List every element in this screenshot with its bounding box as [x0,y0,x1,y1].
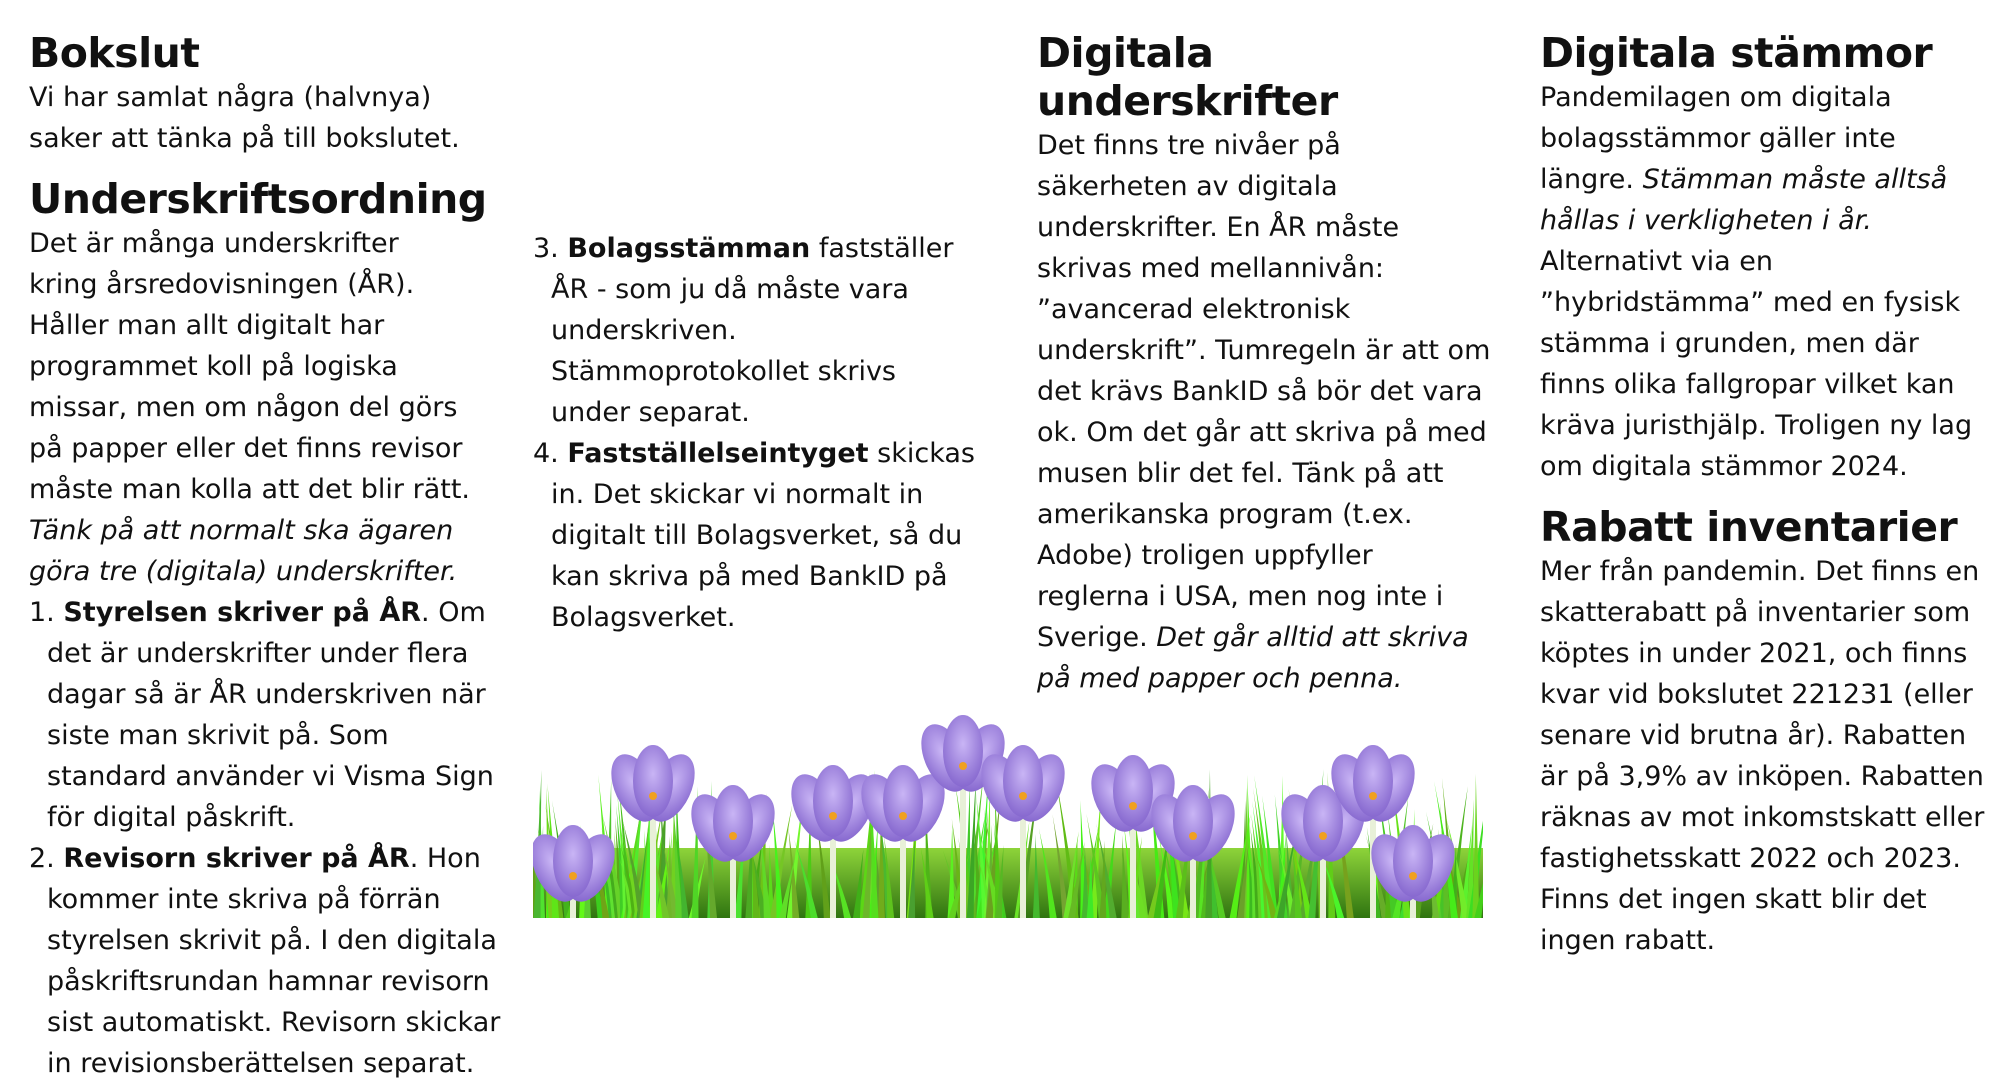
list-item-step-1: 1. Styrelsen skriver på ÅR. Om det är underskrifter under flera dagar så är ÅR underskriven när siste man skrivit på. Som standard använder vi Visma Sign för digital påskrift. [29,597,494,833]
underskrift-intro-italic: Tänk på att normalt ska ägaren göra tre (digitala) underskrifter. [29,515,458,587]
steps-list-1 [29,592,509,1084]
column-1 [29,0,509,1084]
list-item-step-3: 3. Bolagsstämman fastställer ÅR - som ju då måste vara underskriven. Stämmoprotokollet skrivs under separat. [533,233,954,428]
list-item-step-2: 2. Revisorn skriver på ÅR. Hon kommer inte skriva på förrän styrelsen skrivit på. I den digitala påskriftsrundan hamnar revisorn sist automatiskt. Revisorn skickar in revisionsberättelsen separat. [29,843,501,1079]
column-4 [1540,0,2002,961]
list-item-step-4: 4. Fastställelseintyget skickas in. Det skickar vi normalt in digitalt till Bolagsverket, så du kan skriva på med BankID på Bolagsverket. [533,438,975,633]
column-2-steps [533,228,983,638]
digitala-stammor-italic: Stämman måste alltså hållas i verkligheten i år. [1540,164,1948,236]
digitala-stammor-text: Pandemilagen om digitala bolagsstämmor gäller inte längre. Stämman måste alltså hållas i verkligheten i år. Alternativt via en ”hybridstämma” med en fysisk stämma i grunden, men där finns olika fallgropar vilket kan kräva juristhjälp. Troligen ny lag om digitala stämmor 2024. [1540,82,1973,482]
crocus-grass-illustration [533,708,1483,918]
heading-underskriftsordning: Underskriftsordning [29,175,487,223]
heading-digitala-underskrifter: Digitala underskrifter [1037,29,1338,125]
digitala-underskrifter-text: Det finns tre nivåer på säkerheten av digitala underskrifter. En ÅR måste skrivas med mellannivån: ”avancerad elektronisk underskrift”. Tumregeln är att om det krävs BankID så bör det vara ok. Om det går att skriva på med musen blir det fel. Tänk på att amerikanska program (t.ex. Adobe) troligen uppfyller reglerna i USA, men nog inte i Sverige. Det går alltid att skriva på med papper och penna. [1037,130,1491,694]
heading-bokslut: Bokslut [29,29,200,77]
heading-digitala-stammor: Digitala stämmor [1540,29,1933,77]
digitala-underskrifter-italic: Det går alltid att skriva på med papper och penna. [1037,622,1469,694]
bokslut-text: Vi har samlat några (halvnya) saker att tänka på till bokslutet. [29,82,460,154]
column-3 [1037,0,1507,699]
underskrift-intro: Det är många underskrifter kring årsredovisningen (ÅR). Håller man allt digitalt har programmet koll på logiska missar, men om någon del görs på papper eller det finns revisor måste man kolla att det blir rätt. Tänk på att normalt ska ägaren göra tre (digitala) underskrifter. [29,228,471,587]
rabatt-inventarier-text: Mer från pandemin. Det finns en skatterabatt på inventarier som köptes in under 2021, och finns kvar vid bokslutet 221231 (eller senare vid brutna år). Rabatten är på 3,9% av inköpen. Rabatten räknas av mot inkomstskatt eller fastighetsskatt 2022 och 2023. Finns det ingen skatt blir det ingen rabatt. [1540,556,1985,956]
steps-list-2 [533,228,983,638]
heading-rabatt-inventarier: Rabatt inventarier [1540,503,1958,551]
crocus-grass-image [533,708,1483,918]
